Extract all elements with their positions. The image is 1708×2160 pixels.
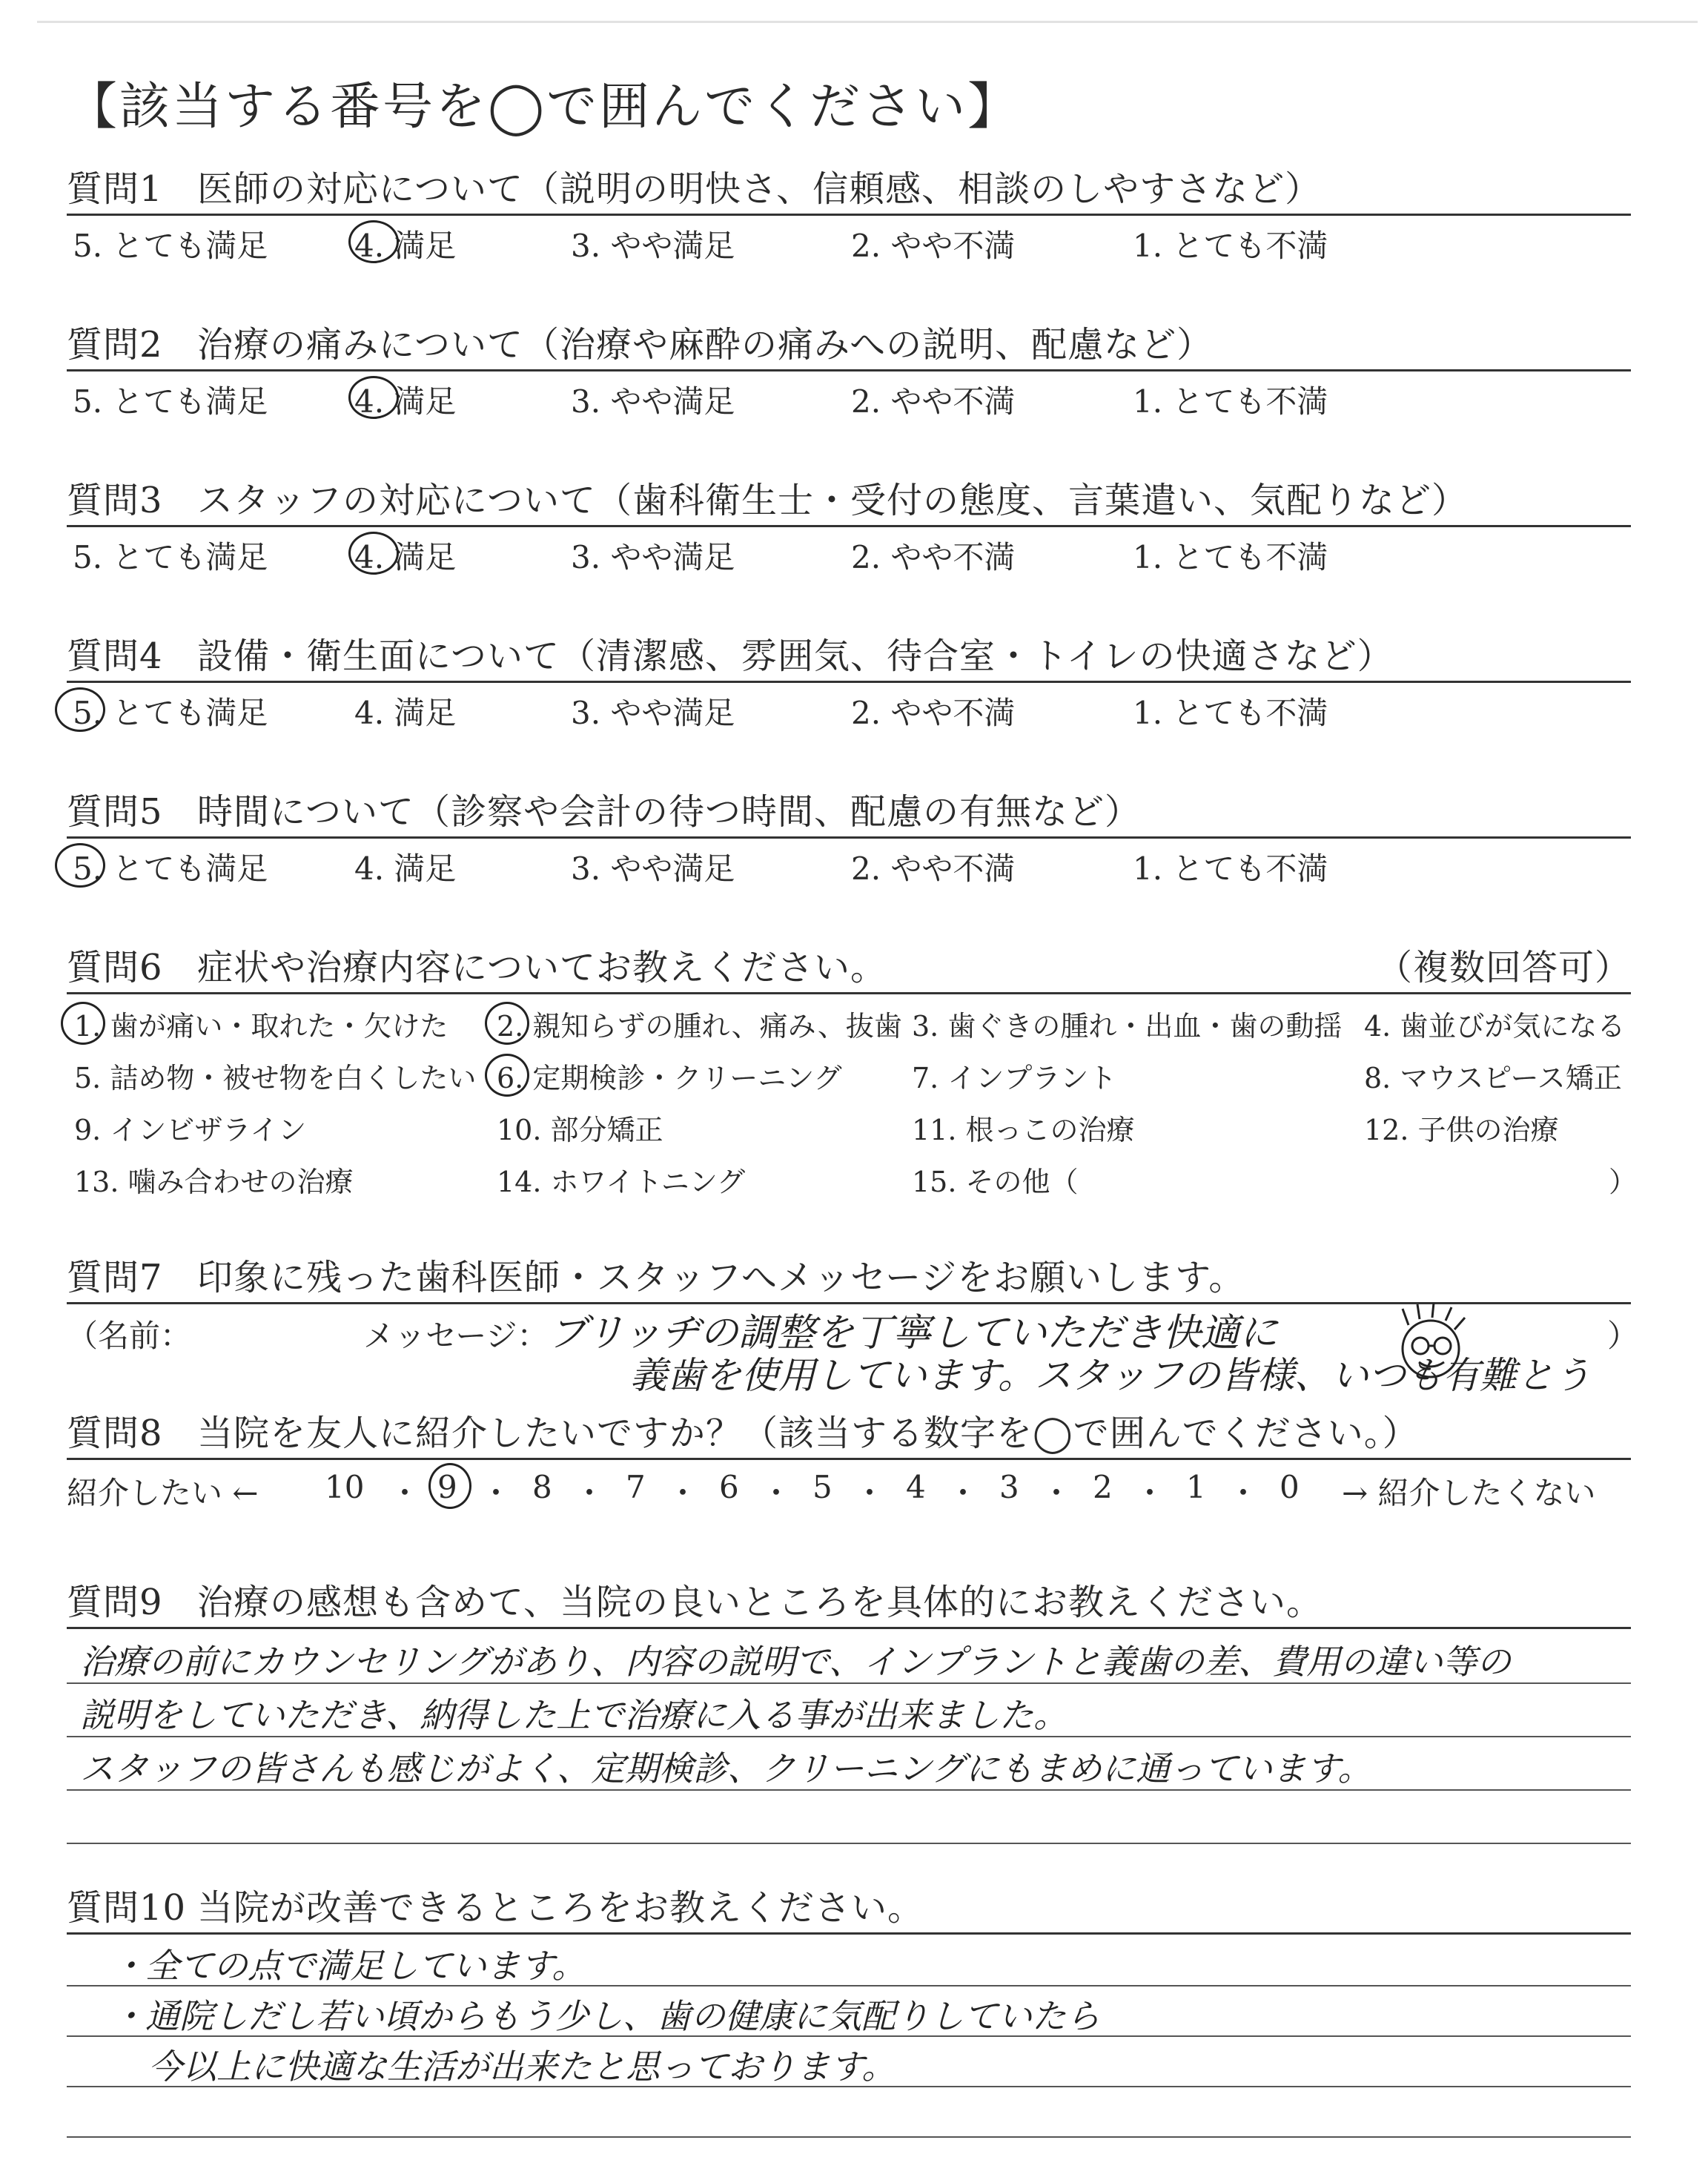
message-close-paren: ）: [1607, 1318, 1639, 1354]
option-5[interactable]: 5. とても満足: [73, 695, 268, 731]
question-number: 質問8: [67, 1413, 163, 1454]
option-1[interactable]: 1. とても不満: [1133, 383, 1328, 420]
scale-value-8[interactable]: 8: [532, 1469, 552, 1505]
option-1[interactable]: 1. とても不満: [1133, 695, 1328, 731]
symptom-option[interactable]: 3. 歯ぐきの腫れ・出血・歯の動揺: [912, 1010, 1343, 1043]
scale-value-1[interactable]: 1: [1186, 1469, 1206, 1505]
question-title: 印象に残った歯科医師・スタッフへメッセージをお願いします。: [197, 1257, 1245, 1298]
option-3[interactable]: 3. やや満足: [571, 851, 735, 887]
rating-options: [67, 371, 1631, 420]
selection-circle: [348, 532, 399, 575]
scale-value-10[interactable]: 10: [325, 1469, 365, 1505]
question-6: [67, 943, 1638, 1209]
question-title: 治療の感想も含めて、当院の良いところを具体的にお教えください。: [197, 1582, 1323, 1623]
option-3[interactable]: 3. やや満足: [571, 539, 735, 575]
rating-options: [67, 683, 1631, 729]
rating-options: [67, 527, 1631, 573]
symptom-option[interactable]: 7. インプラント: [912, 1062, 1117, 1094]
scan-edge-line: [37, 21, 1698, 23]
question-number: 質問10: [67, 1887, 187, 1929]
question-1: [67, 165, 1631, 262]
option-4[interactable]: 4. 満足: [354, 539, 457, 575]
scale-dot: ・: [667, 1475, 699, 1511]
option-5[interactable]: 5. とても満足: [73, 539, 268, 575]
question-number: 質問9: [67, 1582, 163, 1623]
selection-circle: [485, 1054, 529, 1097]
selection-circle: [55, 687, 105, 732]
selection-circle: [348, 220, 399, 263]
option-1[interactable]: 1. とても不満: [1133, 851, 1328, 887]
multiple-answer-note: （複数回答可）: [1376, 947, 1631, 988]
question-title: 当院が改善できるところをお教えください。: [197, 1887, 924, 1929]
question-title: 症状や治療内容についてお教えください。: [197, 947, 887, 988]
question-5: [67, 787, 1631, 885]
option-2[interactable]: 2. やや不満: [851, 851, 1016, 887]
option-4[interactable]: 4. 満足: [354, 851, 457, 887]
question-number: 質問2: [67, 324, 163, 366]
handwritten-answer-line: ・全ての点で満足しています。: [111, 1946, 586, 1986]
selection-circle: [428, 1463, 471, 1509]
handwritten-message-line: 義歯を使用しています。スタッフの皆様、いつも有難とう: [630, 1354, 1591, 1397]
scale-value-0[interactable]: 0: [1280, 1469, 1300, 1505]
symptom-options: [67, 994, 1638, 1209]
rating-options: [67, 216, 1631, 262]
handwritten-answer-line: ・通院しだし若い頃からもう少し、歯の健康に気配りしていたら: [111, 1996, 1100, 2036]
name-label: （名前：: [67, 1318, 192, 1354]
writing-line: [67, 2136, 1631, 2138]
option-2[interactable]: 2. やや不満: [851, 228, 1016, 264]
smiley-face-doodle: [1386, 1303, 1475, 1384]
symptom-option[interactable]: 5. 詰め物・被せ物を白くしたい: [74, 1062, 477, 1094]
question-2: [67, 320, 1631, 420]
message-label: メッセージ：: [363, 1318, 549, 1354]
selection-circle: [61, 1002, 105, 1045]
scale-value-9[interactable]: 9: [437, 1469, 457, 1505]
option-5[interactable]: 5. とても満足: [73, 383, 268, 420]
symptom-option[interactable]: 15. その他（: [912, 1166, 1079, 1198]
scale-dot: ・: [1041, 1475, 1073, 1511]
question-title: 治療の痛みについて（治療や麻酔の痛みへの説明、配慮など）: [197, 324, 1214, 366]
question-title: 医師の対応について（説明の明快さ、信頼感、相談のしやすさなど）: [197, 168, 1322, 210]
option-3[interactable]: 3. やや満足: [571, 695, 735, 731]
answer-area: [67, 1935, 1631, 2157]
question-number: 質問3: [67, 480, 163, 521]
page-title: 【該当する番号を◯で囲んでください】: [67, 78, 1021, 136]
scale-dot: ・: [854, 1475, 886, 1511]
question-number: 質問1: [67, 168, 163, 210]
handwritten-answer-line: 今以上に快適な生活が出来たと思っております。: [148, 2047, 896, 2087]
symptom-option[interactable]: 10. 部分矯正: [497, 1114, 663, 1146]
scale-value-6[interactable]: 6: [719, 1469, 739, 1505]
question-number: 質問6: [67, 947, 163, 988]
scale-dot: ・: [947, 1475, 979, 1511]
symptom-option[interactable]: 4. 歯並びが気になる: [1364, 1010, 1626, 1043]
handwritten-answer-line: 治療の前にカウンセリングがあり、内容の説明で、インプラントと義歯の差、費用の違い等の: [80, 1642, 1512, 1682]
symptom-option[interactable]: 14. ホワイトニング: [497, 1166, 746, 1198]
selection-circle: [348, 376, 399, 419]
handwritten-message-line: ブリッヂの調整を丁寧していただき快適に: [549, 1311, 1278, 1355]
message-row: [67, 1304, 1639, 1397]
question-3: [67, 476, 1631, 573]
symptom-option[interactable]: 8. マウスピース矯正: [1364, 1062, 1622, 1094]
option-3[interactable]: 3. やや満足: [571, 383, 735, 420]
selection-circle: [55, 843, 105, 888]
symptom-option[interactable]: 2. 親知らずの腫れ、痛み、抜歯: [497, 1010, 902, 1043]
symptom-option[interactable]: 11. 根っこの治療: [912, 1114, 1135, 1146]
option-5[interactable]: 5. とても満足: [73, 851, 268, 887]
recommend-scale: [67, 1460, 1631, 1512]
question-title: 当院を友人に紹介したいですか？（該当する数字を◯で囲んでください。）: [197, 1413, 1419, 1454]
scale-right-label: → 紹介したくない: [1342, 1475, 1596, 1511]
question-number: 質問7: [67, 1257, 163, 1298]
scale-dot: ・: [480, 1475, 512, 1511]
symptom-option[interactable]: 9. インビザライン: [74, 1114, 307, 1146]
scale-dot: ・: [1228, 1475, 1260, 1511]
scale-dot: ・: [1134, 1475, 1166, 1511]
scale-dot: ・: [389, 1475, 421, 1511]
question-title: スタッフの対応について（歯科衛生士・受付の態度、言葉遣い、気配りなど）: [197, 480, 1469, 521]
option-2[interactable]: 2. やや不満: [851, 695, 1016, 731]
option-5[interactable]: 5. とても満足: [73, 228, 268, 264]
scale-value-5[interactable]: 5: [812, 1469, 833, 1505]
option-2[interactable]: 2. やや不満: [851, 383, 1016, 420]
scale-left-label: 紹介したい ←: [67, 1475, 259, 1511]
question-8: [67, 1409, 1631, 1512]
symptom-option[interactable]: 1. 歯が痛い・取れた・欠けた: [74, 1010, 448, 1043]
writing-line: [67, 1843, 1631, 1844]
rating-options: [67, 839, 1631, 885]
question-10: [67, 1883, 1631, 2157]
question-number: 質問4: [67, 635, 163, 677]
question-title: 設備・衛生面について（清潔感、雰囲気、待合室・トイレの快適さなど）: [197, 635, 1394, 677]
handwritten-answer-line: 説明をしていただき、納得した上で治療に入る事が出来ました。: [80, 1695, 1068, 1735]
question-4: [67, 632, 1631, 729]
option-1[interactable]: 1. とても不満: [1133, 228, 1328, 264]
answer-area: [67, 1629, 1631, 1896]
option-4[interactable]: 4. 満足: [354, 383, 457, 420]
question-7: [67, 1253, 1639, 1397]
option-2[interactable]: 2. やや不満: [851, 539, 1016, 575]
scale-dot: ・: [574, 1475, 606, 1511]
symptom-option[interactable]: 12. 子供の治療: [1364, 1114, 1559, 1146]
other-close-paren: ）: [1609, 1166, 1638, 1198]
selection-circle: [485, 1002, 529, 1045]
scale-value-2[interactable]: 2: [1093, 1469, 1113, 1505]
option-1[interactable]: 1. とても不満: [1133, 539, 1328, 575]
question-number: 質問5: [67, 791, 163, 833]
symptom-option[interactable]: 13. 噛み合わせの治療: [74, 1166, 354, 1198]
handwritten-answer-line: スタッフの皆さんも感じがよく、定期検診、クリーニングにもまめに通っています。: [80, 1748, 1372, 1789]
option-3[interactable]: 3. やや満足: [571, 228, 735, 264]
scale-value-4[interactable]: 4: [906, 1469, 926, 1505]
question-title: 時間について（診察や会計の待つ時間、配慮の有無など）: [197, 791, 1142, 833]
scale-value-7[interactable]: 7: [626, 1469, 646, 1505]
symptom-option[interactable]: 6. 定期検診・クリーニング: [497, 1062, 842, 1094]
scale-value-3[interactable]: 3: [999, 1469, 1019, 1505]
option-4[interactable]: 4. 満足: [354, 228, 457, 264]
scale-dot: ・: [761, 1475, 792, 1511]
option-4[interactable]: 4. 満足: [354, 695, 457, 731]
question-9: [67, 1578, 1631, 1896]
